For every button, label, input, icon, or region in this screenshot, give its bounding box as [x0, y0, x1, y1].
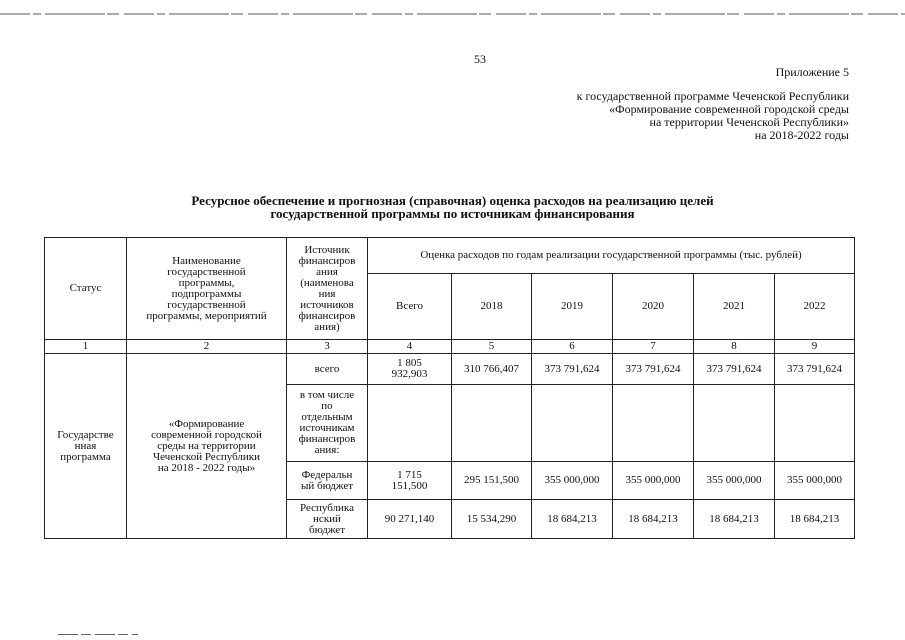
- header-line: финансиров: [298, 254, 356, 267]
- header-line: источников: [300, 298, 354, 311]
- column-number: 3: [287, 340, 368, 354]
- value-cell: 373 791,624: [532, 354, 613, 385]
- source-cell: [287, 462, 368, 500]
- appendix-line: на 2018-2022 годы: [754, 128, 849, 142]
- column-number: 9: [775, 340, 855, 354]
- appendix-caption: [577, 90, 849, 142]
- header-line: государственной: [167, 265, 246, 278]
- value-cell: 373 791,624: [694, 354, 775, 385]
- header-line: ания): [314, 320, 340, 333]
- scan-artifact-top-line: [0, 12, 905, 16]
- source-line: источникам: [299, 422, 355, 434]
- source-line: всего: [314, 362, 340, 375]
- status-cell: [45, 354, 127, 539]
- header-line: (наименова: [300, 276, 354, 289]
- source-line: Федеральн: [301, 468, 353, 481]
- header-line: Наименование: [172, 254, 241, 267]
- source-line: ания:: [314, 444, 340, 456]
- header-line: ния: [318, 287, 336, 300]
- header-expense-estimate: Оценка расходов по годам реализации государственной программы (тыс. рублей): [368, 238, 855, 274]
- value-cell: 355 000,000: [775, 462, 855, 500]
- status-line: нная: [74, 439, 97, 452]
- appendix-line: «Формирование современной городской среды: [609, 102, 849, 116]
- total-cell: [368, 462, 452, 500]
- header-year: 2018: [452, 274, 532, 340]
- appendix-line: к государственной программе Чеченской Республики: [576, 89, 849, 103]
- source-cell: [287, 385, 368, 462]
- program-name-line: Чеченской Республики: [152, 450, 261, 463]
- header-total: Всего: [368, 274, 452, 340]
- header-year: 2019: [532, 274, 613, 340]
- source-line: финансиров: [298, 433, 356, 445]
- column-number: 8: [694, 340, 775, 354]
- header-year: 2021: [694, 274, 775, 340]
- value-cell: [613, 385, 694, 462]
- total-line: 151,500: [391, 479, 428, 492]
- value-cell: 373 791,624: [775, 354, 855, 385]
- header-line: программы,: [178, 276, 235, 289]
- title-line: Ресурсное обеспечение и прогнозная (справочная) оценка расходов на реализацию целей: [191, 193, 714, 208]
- header-line: государственной: [167, 298, 246, 311]
- value-cell: 15 534,290: [452, 500, 532, 539]
- status-line: Государстве: [57, 428, 114, 441]
- value-cell: 18 684,213: [613, 500, 694, 539]
- value-cell: 373 791,624: [613, 354, 694, 385]
- column-number: 5: [452, 340, 532, 354]
- program-name-line: современной городской: [151, 428, 262, 441]
- header-line: Источник: [304, 243, 350, 256]
- document-title: [0, 194, 905, 220]
- appendix-line: на территории Чеченской Республики»: [649, 115, 849, 129]
- title-line: государственной программы по источникам финансирования: [270, 206, 635, 221]
- program-name-line: на 2018 - 2022 годы»: [157, 461, 256, 474]
- column-number: 4: [368, 340, 452, 354]
- source-line: по: [321, 400, 333, 412]
- header-status: Статус: [45, 238, 127, 340]
- column-number: 2: [127, 340, 287, 354]
- value-cell: 355 000,000: [694, 462, 775, 500]
- value-cell: 18 684,213: [775, 500, 855, 539]
- total-line: 1 715: [397, 468, 422, 481]
- header-line: финансиров: [298, 309, 356, 322]
- total-cell: [368, 500, 452, 539]
- program-name-cell: [127, 354, 287, 539]
- header-year: 2020: [613, 274, 694, 340]
- column-number: 6: [532, 340, 613, 354]
- total-cell: [368, 385, 452, 462]
- header-year: 2022: [775, 274, 855, 340]
- header-program-name: [127, 238, 287, 340]
- total-cell: [368, 354, 452, 385]
- value-cell: 355 000,000: [613, 462, 694, 500]
- header-line: подпрограммы: [171, 287, 242, 300]
- source-cell: [287, 500, 368, 539]
- value-cell: [775, 385, 855, 462]
- source-cell: [287, 354, 368, 385]
- source-line: ый бюджет: [300, 479, 354, 492]
- program-name-line: среды на территории: [157, 439, 256, 452]
- resource-table: [44, 237, 855, 539]
- total-line: 90 271,140: [384, 512, 435, 525]
- source-line: отдельным: [301, 411, 353, 423]
- value-cell: [452, 385, 532, 462]
- value-cell: 18 684,213: [694, 500, 775, 539]
- value-cell: 310 766,407: [452, 354, 532, 385]
- scan-artifact-bottom-line: [58, 633, 138, 636]
- total-line: 1 805: [397, 357, 422, 369]
- program-name-line: «Формирование: [168, 417, 245, 430]
- source-line: бюджет: [309, 523, 345, 536]
- value-cell: [694, 385, 775, 462]
- source-line: в том числе: [299, 389, 355, 401]
- header-funding-source: [287, 238, 368, 340]
- value-cell: 295 151,500: [452, 462, 532, 500]
- page-number: 53: [474, 52, 486, 66]
- column-number: 7: [613, 340, 694, 354]
- source-line: нский: [313, 512, 341, 525]
- header-line: ания: [316, 265, 338, 278]
- header-line: программы, мероприятий: [146, 309, 267, 322]
- appendix-title: Приложение 5: [775, 65, 849, 79]
- column-number: 1: [45, 340, 127, 354]
- value-cell: [532, 385, 613, 462]
- value-cell: 18 684,213: [532, 500, 613, 539]
- status-line: программа: [60, 450, 111, 463]
- value-cell: 355 000,000: [532, 462, 613, 500]
- table-row: [45, 354, 855, 385]
- total-line: 932,903: [391, 368, 428, 380]
- source-line: Республика: [299, 501, 354, 514]
